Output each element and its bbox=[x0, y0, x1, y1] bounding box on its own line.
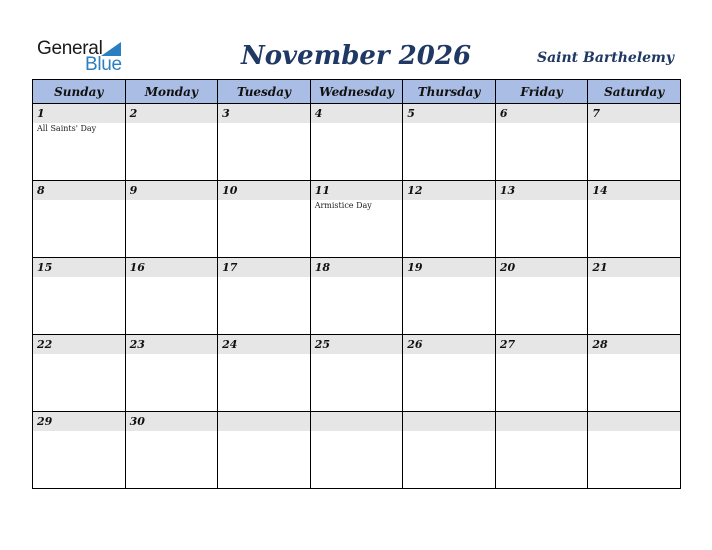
holiday-label bbox=[496, 123, 588, 124]
holiday-label bbox=[126, 277, 218, 278]
day-number: 9 bbox=[126, 181, 218, 200]
week-row bbox=[33, 258, 681, 335]
weekday-header: Sunday bbox=[33, 80, 126, 104]
holiday-label bbox=[218, 123, 310, 124]
holiday-label bbox=[218, 354, 310, 355]
logo-text-blue: Blue bbox=[85, 54, 122, 75]
holiday-label bbox=[126, 354, 218, 355]
week-row bbox=[33, 181, 681, 258]
holiday-label bbox=[311, 431, 403, 432]
holiday-label bbox=[218, 200, 310, 201]
day-cell bbox=[403, 335, 496, 412]
day-cell bbox=[310, 412, 403, 489]
day-number: 20 bbox=[496, 258, 588, 277]
day-cell bbox=[310, 104, 403, 181]
day-number: 14 bbox=[588, 181, 680, 200]
day-cell bbox=[495, 181, 588, 258]
holiday-label bbox=[403, 277, 495, 278]
holiday-label: All Saints' Day bbox=[37, 124, 97, 133]
day-cell bbox=[33, 412, 126, 489]
day-number: 8 bbox=[33, 181, 125, 200]
day-number bbox=[218, 412, 310, 431]
holiday-label bbox=[403, 200, 495, 201]
day-number bbox=[496, 412, 588, 431]
day-cell bbox=[125, 258, 218, 335]
day-number: 26 bbox=[403, 335, 495, 354]
day-cell bbox=[218, 181, 311, 258]
holiday-label bbox=[496, 354, 588, 355]
day-number: 22 bbox=[33, 335, 125, 354]
day-number: 23 bbox=[126, 335, 218, 354]
holiday-label bbox=[588, 123, 680, 124]
holiday-label: Armistice Day bbox=[314, 201, 372, 210]
holiday-label bbox=[496, 277, 588, 278]
day-number bbox=[403, 412, 495, 431]
holiday-label bbox=[218, 277, 310, 278]
holiday-label bbox=[311, 123, 403, 124]
day-number: 18 bbox=[311, 258, 403, 277]
day-number: 28 bbox=[588, 335, 680, 354]
day-cell bbox=[495, 412, 588, 489]
day-cell bbox=[495, 335, 588, 412]
day-cell bbox=[495, 258, 588, 335]
day-number: 16 bbox=[126, 258, 218, 277]
day-cell bbox=[588, 335, 681, 412]
day-cell bbox=[495, 104, 588, 181]
day-number: 15 bbox=[33, 258, 125, 277]
holiday-label bbox=[33, 200, 125, 201]
weekday-header: Thursday bbox=[403, 80, 496, 104]
day-number: 27 bbox=[496, 335, 588, 354]
day-cell bbox=[218, 258, 311, 335]
week-row bbox=[33, 335, 681, 412]
day-number: 11 bbox=[311, 181, 403, 200]
day-cell bbox=[33, 335, 126, 412]
day-number: 10 bbox=[218, 181, 310, 200]
day-cell bbox=[218, 335, 311, 412]
holiday-label bbox=[126, 431, 218, 432]
day-cell bbox=[125, 181, 218, 258]
holiday-label bbox=[588, 200, 680, 201]
day-cell bbox=[403, 258, 496, 335]
holiday-label bbox=[33, 431, 125, 432]
day-number: 19 bbox=[403, 258, 495, 277]
day-cell bbox=[588, 412, 681, 489]
day-number: 1 bbox=[33, 104, 125, 123]
day-number: 4 bbox=[311, 104, 403, 123]
day-number: 12 bbox=[403, 181, 495, 200]
day-number: 30 bbox=[126, 412, 218, 431]
weekday-header: Friday bbox=[495, 80, 588, 104]
holiday-label bbox=[218, 431, 310, 432]
day-number: 29 bbox=[33, 412, 125, 431]
country-name: Saint Barthelemy bbox=[536, 50, 674, 66]
holiday-label bbox=[33, 354, 125, 355]
calendar-grid bbox=[32, 79, 681, 489]
weekday-header: Saturday bbox=[588, 80, 681, 104]
holiday-label bbox=[403, 123, 495, 124]
day-number: 7 bbox=[588, 104, 680, 123]
day-cell bbox=[33, 104, 126, 181]
holiday-label bbox=[403, 431, 495, 432]
day-number: 13 bbox=[496, 181, 588, 200]
week-row bbox=[33, 104, 681, 181]
day-number: 21 bbox=[588, 258, 680, 277]
weekday-header-row bbox=[33, 80, 681, 104]
day-number bbox=[588, 412, 680, 431]
day-cell bbox=[125, 335, 218, 412]
day-number: 3 bbox=[218, 104, 310, 123]
day-number: 25 bbox=[311, 335, 403, 354]
day-number bbox=[311, 412, 403, 431]
holiday-label bbox=[33, 277, 125, 278]
day-number: 24 bbox=[218, 335, 310, 354]
day-number: 5 bbox=[403, 104, 495, 123]
logo-text-general: General bbox=[37, 38, 103, 59]
holiday-label bbox=[588, 431, 680, 432]
holiday-label bbox=[496, 431, 588, 432]
month-title: November 2026 bbox=[240, 41, 472, 71]
day-cell bbox=[218, 412, 311, 489]
day-cell bbox=[33, 258, 126, 335]
weekday-header: Monday bbox=[125, 80, 218, 104]
day-cell bbox=[125, 412, 218, 489]
holiday-label bbox=[588, 277, 680, 278]
weekday-header: Tuesday bbox=[218, 80, 311, 104]
day-cell bbox=[403, 412, 496, 489]
day-cell bbox=[310, 258, 403, 335]
day-number: 6 bbox=[496, 104, 588, 123]
day-cell bbox=[310, 181, 403, 258]
day-cell bbox=[588, 258, 681, 335]
holiday-label bbox=[126, 123, 218, 124]
holiday-label bbox=[496, 200, 588, 201]
holiday-label bbox=[311, 277, 403, 278]
day-cell bbox=[588, 104, 681, 181]
day-cell bbox=[33, 181, 126, 258]
day-cell bbox=[125, 104, 218, 181]
holiday-label bbox=[126, 200, 218, 201]
day-cell bbox=[218, 104, 311, 181]
day-number: 2 bbox=[126, 104, 218, 123]
day-cell bbox=[310, 335, 403, 412]
day-cell bbox=[403, 181, 496, 258]
holiday-label bbox=[311, 354, 403, 355]
holiday-label bbox=[588, 354, 680, 355]
week-row bbox=[33, 412, 681, 489]
day-cell bbox=[403, 104, 496, 181]
weekday-header: Wednesday bbox=[310, 80, 403, 104]
day-number: 17 bbox=[218, 258, 310, 277]
day-cell bbox=[588, 181, 681, 258]
holiday-label bbox=[403, 354, 495, 355]
